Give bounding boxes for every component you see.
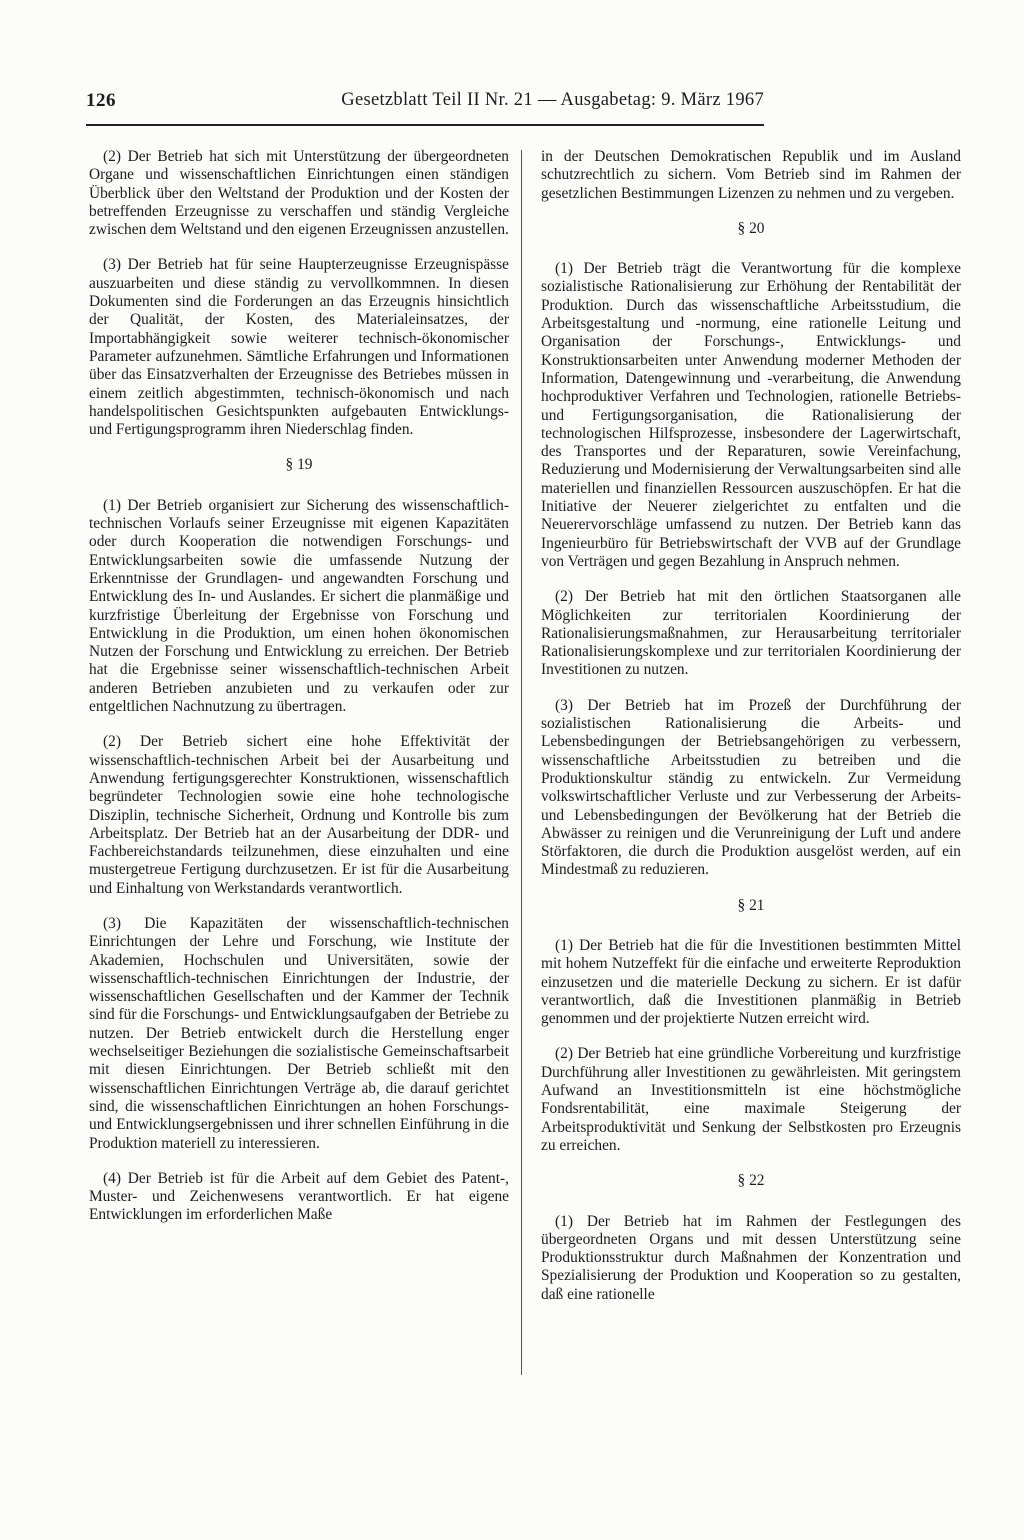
paragraph-21-1: (1) Der Betrieb hat die für die Investitionen bestimmten Mittel mit hohem Nutzeffekt für die einfache und erweiterte Reproduktion einzusetzen und die materielle Deckung zu sichern. Er ist dafür verantwortlich, daß die Investitionen planmäßig in Betrieb genommen und der projektierte Nutzen erreicht wird.: [541, 936, 961, 1028]
paragraph-20-1: (1) Der Betrieb trägt die Verantwortung für die komplexe sozialistische Rationalisierung zur Erhöhung der Rentabilität der Produktion. Durch das wissenschaftliche Arbeitsstudium, die Arbeitsgestaltung und -normung, eine rationelle Leitung und Organisation der Forschungs-, Entwicklungs- und Konstruktionsarbeiten unter Anwendung moderner Methoden der Information, Datengewinnung und -verarbeitung, die Anwendung hochproduktiver Verfahren und Technologien, rationelle Betriebs- und Fertigungsorganisation, die Rationalisierung der technologischen Hilfsprozesse, insbesondere der Lagerwirtschaft, des Transportes und der Reparaturen, sowie Vereinfachung, Reduzierung und Modernisierung der Verwaltungsarbeiten sind alle materiellen und finanziellen Ressourcen auszuschöpfen. Er hat die Initiative der Neuerer zielgerichtet zu entfalten und die Neuerervorschläge umfassend zu nutzen. Der Betrieb kann das Ingenieurbüro für Betriebswirtschaft der VVB auf der Grundlage von Verträgen und gegen Bezahlung in Anspruch nehmen.: [541, 260, 961, 570]
paragraph-19-2: (2) Der Betrieb sichert eine hohe Effektivität der wissenschaftlich-technischen Arbeit bei der Ausarbeitung und Anwendung fertigungsgerechter Konstruktionen, wissenschaftlich begründeter Technologien sowie eine hohe technologische Disziplin, technische Sicherheit, Ordnung und Kontrolle bis zum Arbeitsplatz. Der Betrieb hat an der Ausarbeitung der DDR- und Fachbereichstandards teilzunehmen, diese einzuhalten und eine mustergetreue Fertigung durchzusetzen. Er ist für die Ausarbeitung und Einhaltung von Werkstandards verantwortlich.: [89, 733, 509, 897]
column-divider: [521, 150, 522, 1375]
section-22-heading: § 22: [737, 1172, 765, 1190]
section-20-heading: § 20: [737, 219, 765, 237]
paragraph-19-3: (3) Die Kapazitäten der wissenschaftlich-technischen Einrichtungen der Lehre und Forschung, wie Institute der Akademien, Hochschulen und Universitäten, sowie der wissenschaftlich-technischen Einrichtungen der Industrie, der wissenschaftlichen Gesellschaften und der Kammer der Technik sind für die Forschungs- und Entwicklungsaufgaben der Betriebe zu nutzen. Der Betrieb entwickelt durch die Herstellung enger wechselseitiger Beziehungen die sozialistische Gemeinschaftsarbeit mit diesen Einrichtungen. Der Betrieb schließt mit den wissenschaftlichen Einrichtungen Verträge ab, die darauf gerichtet sind, die wissenschaftlichen Einrichtungen an hohen Forschungs- und Entwicklungsergebnissen und ihrer schnellen Einführung in die Produktion materiell zu interessieren.: [89, 914, 509, 1152]
section-21-heading: § 21: [737, 896, 765, 914]
paragraph-20-2: (2) Der Betrieb hat mit den örtlichen Staatsorganen alle Möglichkeiten zur territorialen Koordinierung der Rationalisierungsmaßnahmen, zur Herausarbeitung territorialer Rationalisierungskomplexe und zur territorialen Koordinierung der Investitionen zu nutzen.: [541, 588, 961, 679]
paragraph-18-2: (2) Der Betrieb hat sich mit Unterstützung der übergeordneten Organe und wissenschaftlichen Einrichtungen einen ständigen Überblick über den Weltstand der Produktion und der Kosten der betreffenden Erzeugnisse zu verschaffen und ständig Vergleiche zwischen dem Weltstand und den eigenen Erzeugnissen anzustellen.: [89, 148, 509, 239]
paragraph-18-3: (3) Der Betrieb hat für seine Haupterzeugnisse Erzeugnispässe auszuarbeiten und diese ständig zu vervollkommnen. In diesen Dokumenten sind die Forderungen an das Erzeugnis hinsichtlich der Qualität, der Kosten, des Materialeinsatzes, der Importabhängigkeit sowie weiterer technisch-ökonomischer Parameter aufzunehmen. Sämtliche Erfahrungen und Informationen über das Einsatzverhalten der Erzeugnisse des Betriebes müssen in einem zeitlich abgestimmten, technisch-ökonomisch und nach handelspolitischen Gesichtspunkten aufgebauten Entwicklungs- und Fertigungsprogramm ihren Niederschlag finden.: [89, 256, 509, 439]
page-header: [86, 90, 764, 126]
right-column: [541, 148, 961, 1321]
running-title: Gesetzblatt Teil II Nr. 21 — Ausgabetag: 9. März 1967: [341, 90, 764, 110]
paragraph-21-2: (2) Der Betrieb hat eine gründliche Vorbereitung und kurzfristige Durchführung aller Investitionen zu gewährleisten. Mit geringstem Aufwand an Investitionsmitteln ist eine höchstmögliche Fondsrentabilität, eine maximale Steigerung der Arbeitsproduktivität und Senkung der Selbstkosten pro Erzeugnis zu erreichen.: [541, 1045, 961, 1154]
paragraph-22-1: (1) Der Betrieb hat im Rahmen der Festlegungen des übergeordneten Organs und mit dessen Unterstützung seine Produktionsstruktur durch Maßnahmen der Konzentration und Spezialisierung der Produktion und Kooperation so zu gestalten, daß eine rationelle: [541, 1212, 961, 1303]
section-19-heading: § 19: [285, 456, 313, 474]
paragraph-19-1: (1) Der Betrieb organisiert zur Sicherung des wissenschaftlich-technischen Vorlaufs seiner Erzeugnisse mit eigenen Kapazitäten oder durch Kooperation die notwendigen Forschungs- und Entwicklungsarbeiten sowie die umfassende Nutzung der Erkenntnisse der Grundlagen- und angewandten Forschung und Entwicklung des In- und Auslandes. Er sichert die planmäßige und kurzfristige Überleitung der Ergebnisse von Forschung und Entwicklung in die Produktion, um einen hohen ökonomischen Nutzen der Forschung und Entwicklung zu erreichen. Der Betrieb hat die Ergebnisse seiner wissenschaftlich-technischen Arbeit anderen Betrieben anzubieten und zu verkaufen oder zur entgeltlichen Nachnutzung zu übertragen.: [89, 496, 509, 716]
page-number: 126: [86, 90, 116, 111]
paragraph-19-4: (4) Der Betrieb ist für die Arbeit auf dem Gebiet des Patent-, Muster- und Zeichenwesens verantwortlich. Er hat eigene Entwicklungen im erforderlichen Maße: [89, 1169, 509, 1224]
left-column: [89, 148, 509, 1242]
paragraph-20-3: (3) Der Betrieb hat im Prozeß der Durchführung der sozialistischen Rationalisierung die Arbeits- und Lebensbedingungen der Betriebsangehörigen zu verbessern, wissenschaftliche Arbeitsstudien zu betreiben und die Produktionskultur ständig zu entwickeln. Zur Vermeidung volkswirtschaftlicher Verluste und zur Verbesserung der Arbeits- und Lebensbedingungen der Bevölkerung hat der Betrieb die Abwässer zu reinigen und die Verunreinigung der Luft und andere Störfaktoren, die durch die Produktion ausgelöst werden, auf ein Mindestmaß zu reduzieren.: [541, 696, 961, 879]
paragraph-19-4-continued: in der Deutschen Demokratischen Republik und im Ausland schutzrechtlich zu sichern. Vom Betrieb sind im Rahmen der gesetzlichen Bestimmungen Lizenzen zu nehmen und zu vergeben.: [541, 148, 961, 202]
